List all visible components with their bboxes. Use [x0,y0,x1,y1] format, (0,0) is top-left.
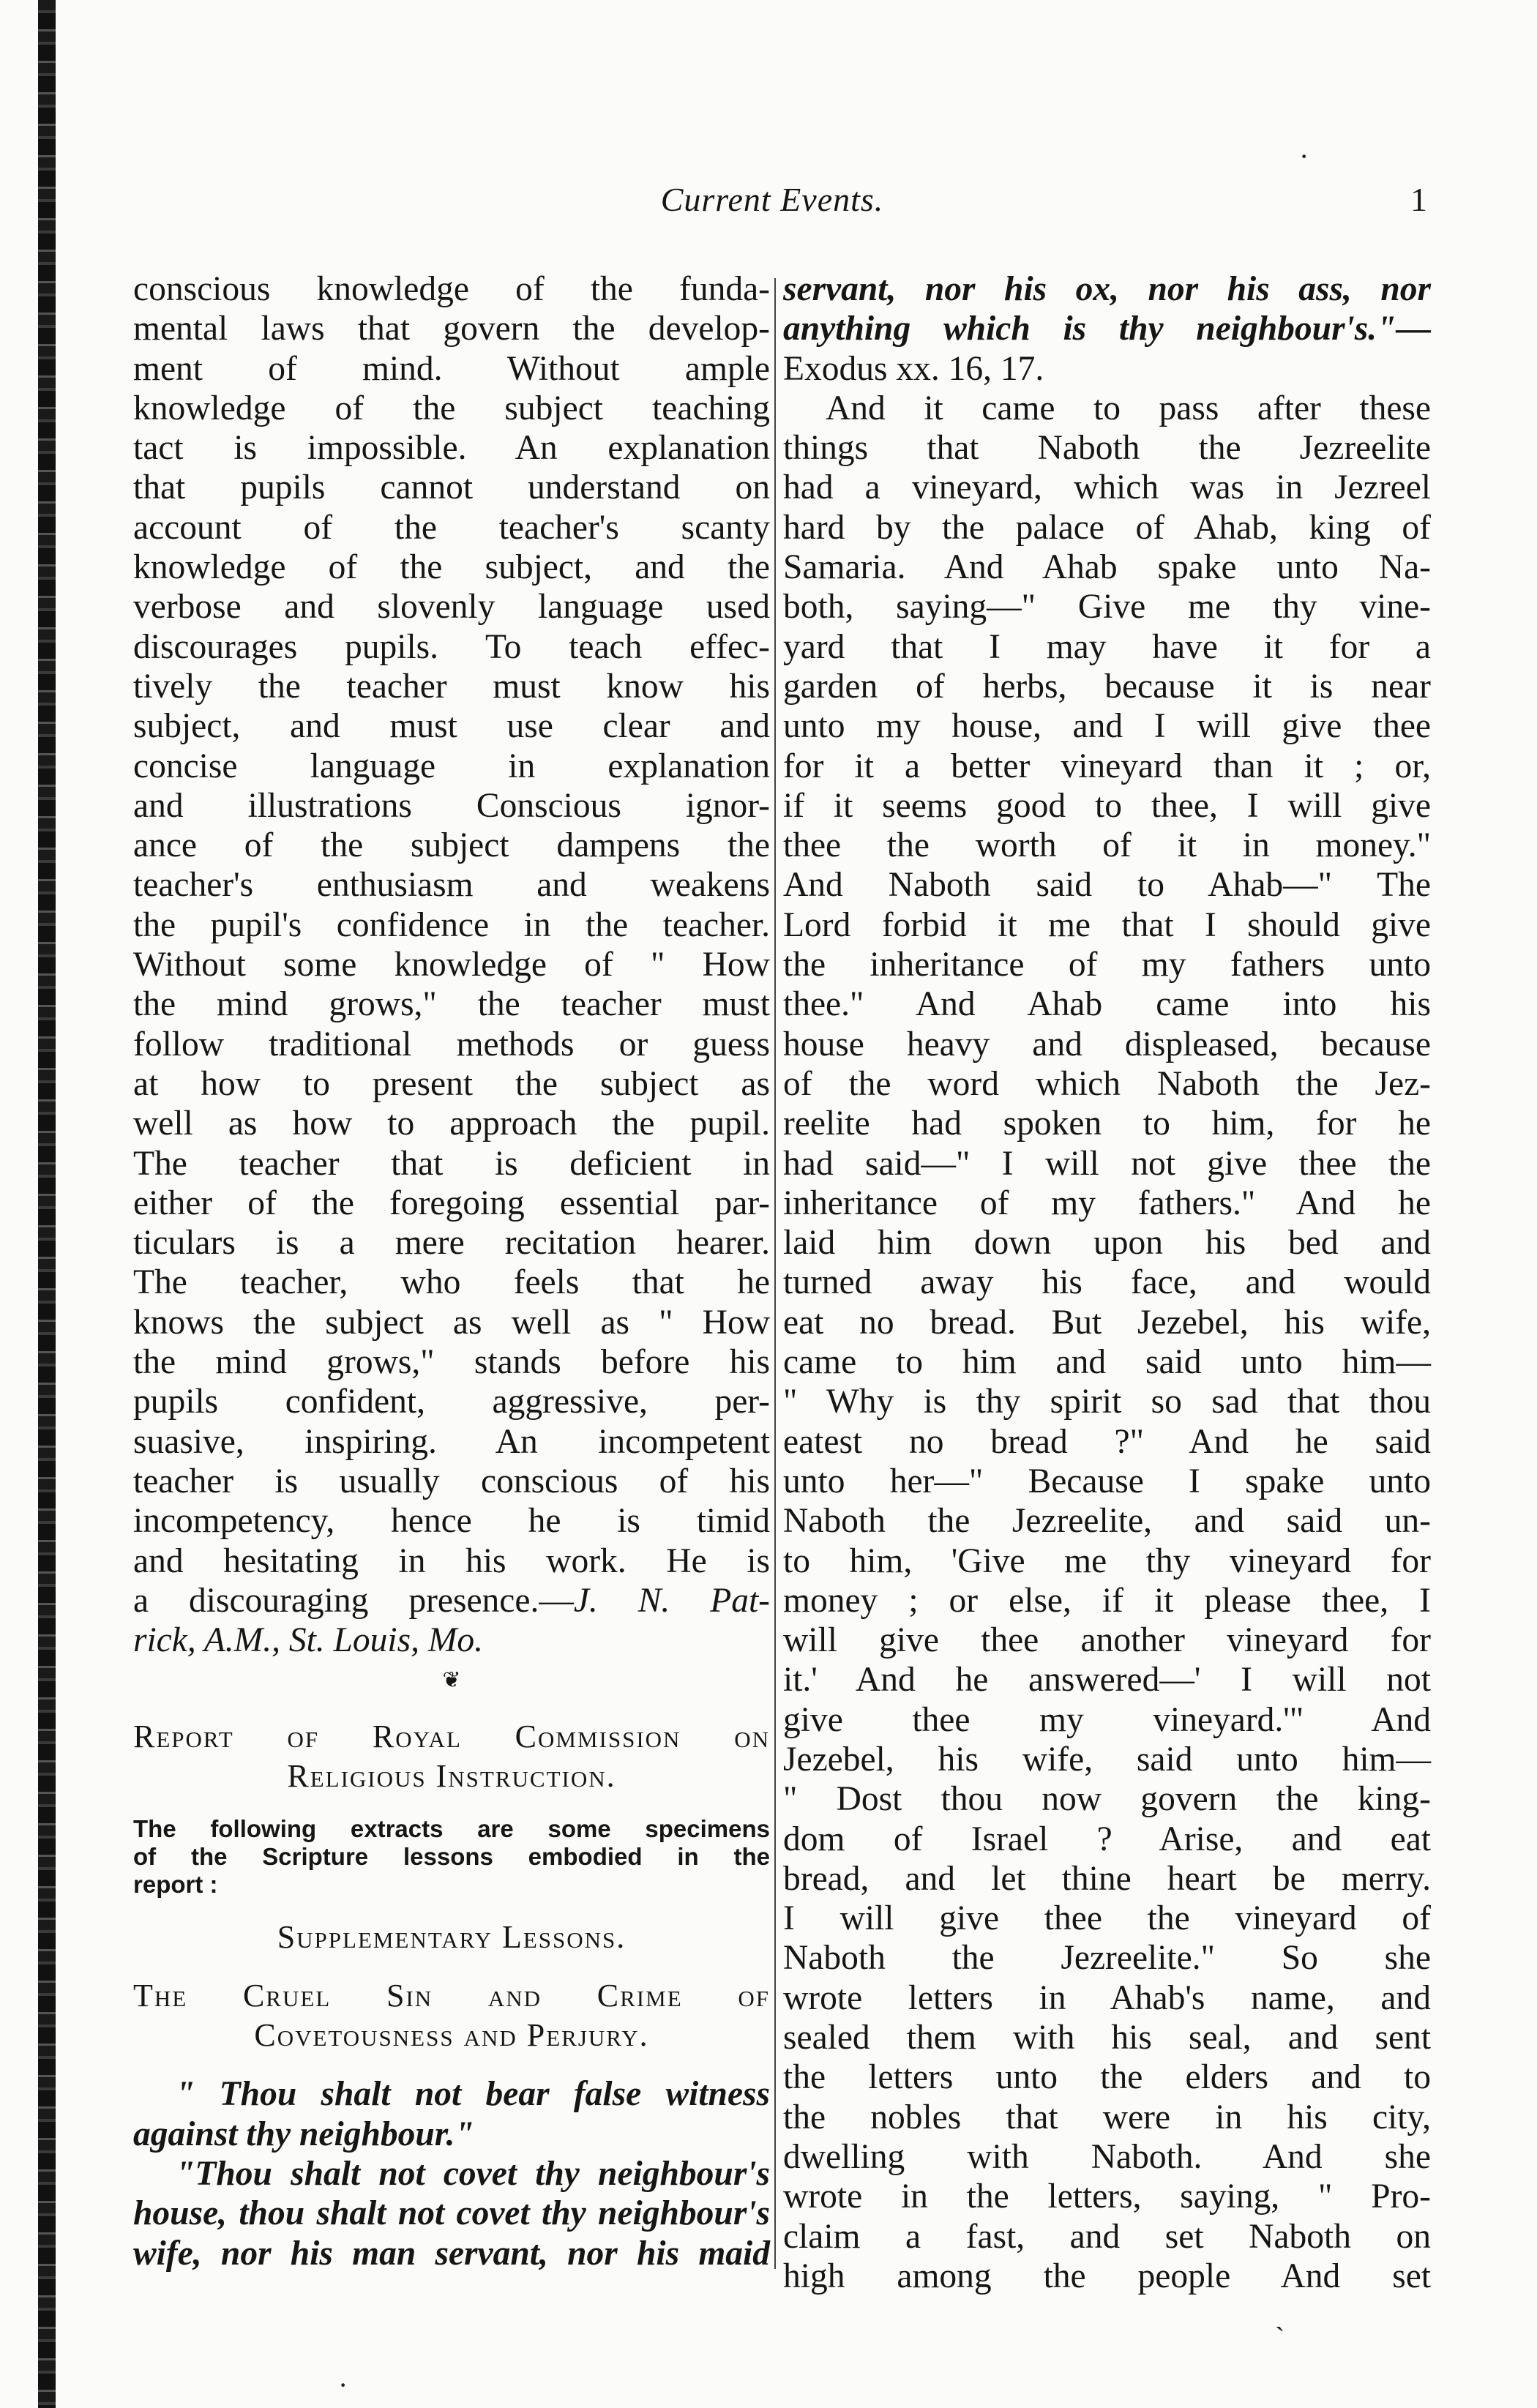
text-line: The teacher that is deficient in [133,1144,770,1183]
text-line: to him, 'Give me thy vineyard for [783,1541,1431,1580]
text-line: reelite had spoken to him, for he [783,1104,1431,1143]
author-credentials: rick, A.M., St. Louis, Mo. [133,1621,484,1660]
signature-text: a discouraging presence.— [133,1581,574,1620]
text-line: the nobles that were in his city, [783,2098,1431,2136]
text-line: knows the subject as well as " How [133,1303,770,1342]
text-line: for it a better vineyard than it ; or, [783,747,1431,785]
text-line: laid him down upon his bed and [783,1224,1431,1263]
text-line: teacher's enthusiasm and weakens [133,866,770,905]
author-signature-line [133,1581,770,1620]
text-line: thee." And Ahab came into his [783,985,1431,1024]
text-line: " Dost thou now govern the king- [783,1780,1431,1819]
text-line: Samaria. And Ahab spake unto Na- [783,548,1431,587]
text-line: mental laws that govern the develop- [133,310,770,348]
text-line: things that Naboth the Jezreelite [783,429,1431,468]
text-line: sealed them with his seal, and sent [783,2019,1431,2057]
text-line: concise language in explanation [133,747,770,785]
text-line: and illustrations Conscious ignor- [133,786,770,825]
text-line: unto her—" Because I spake unto [783,1462,1431,1500]
quote-line: wife, nor his man servant, nor his maid [133,2234,770,2273]
lesson-title [133,1976,770,2055]
text-line: eat no bread. But Jezebel, his wife, [783,1303,1431,1342]
text-line: either of the foregoing essential par- [133,1184,770,1222]
text-line: dwelling with Naboth. And she [783,2137,1431,2176]
text-line: the letters unto the elders and to [783,2058,1431,2097]
quote-line: "Thou shalt not covet thy neighbour's [176,2154,770,2193]
text-line: the mind grows," the teacher must [133,985,770,1024]
extract-note [133,1815,770,1899]
text-line: and hesitating in his work. He is [133,1541,770,1580]
text-line: wrote in the letters, saying, " Pro- [783,2177,1431,2216]
quote-line: anything which is thy neighbour's."— [783,310,1431,348]
section-ornament-icon: ❦ [442,1668,461,1693]
note-line: The following extracts are some specimens [133,1815,770,1843]
text-line: money ; or else, if it please thee, I [783,1581,1431,1620]
text-line: pupils confident, aggressive, per- [133,1383,770,1421]
lesson-title-line: The Cruel Sin and Crime of [133,1978,770,2014]
text-line: subject, and must use clear and [133,707,770,746]
section-title: Supplementary Lessons. [277,1919,627,1956]
text-line: bread, and let thine heart be merry. [783,1859,1431,1898]
text-line: the inheritance of my fathers unto [783,946,1431,984]
text-line: follow traditional methods or guess [133,1025,770,1063]
quote-line: against thy neighbour." [133,2115,474,2153]
article-body [133,269,770,1660]
text-line: Jezebel, his wife, said unto him— [783,1740,1431,1779]
text-line: ticulars is a mere recitation hearer. [133,1224,770,1263]
text-line: claim a fast, and set Naboth on [783,2217,1431,2256]
text-line: of the word which Naboth the Jez- [783,1064,1431,1103]
text-line: And it came to pass after these [826,389,1431,427]
quote-line: servant, nor his ox, nor his ass, nor [783,270,1431,308]
text-line: conscious knowledge of the funda- [133,270,770,308]
text-line: ance of the subject dampens the [133,826,770,865]
text-line: it.' And he answered—' I will not [783,1661,1431,1700]
text-line: well as how to approach the pupil. [133,1104,770,1143]
lesson-title-line: Covetousness and Perjury. [254,2017,649,2054]
text-line: unto my house, and I will give thee [783,707,1431,746]
report-title-line: Report of Royal Commission on [133,1719,770,1755]
text-line: teacher is usually conscious of his [133,1462,770,1500]
column-rule [774,278,776,2269]
text-line: knowledge of the subject teaching [133,389,770,427]
text-line: hard by the palace of Ahab, king of [783,508,1431,547]
text-line: ment of mind. Without ample [133,349,770,388]
text-line: The teacher, who feels that he [133,1263,770,1302]
report-heading [133,1717,770,1796]
note-line: report : [133,1871,218,1899]
text-line: thee the worth of it in money." [783,826,1431,865]
narrative-body [783,389,1431,2296]
scripture-reference: Exodus xx. 16, 17. [783,349,1044,388]
text-line: tively the teacher must know his [133,667,770,706]
page-binding-edge [38,0,56,2408]
text-line: garden of herbs, because it is near [783,667,1431,706]
text-line: both, saying—" Give me thy vine- [783,588,1431,627]
text-line: account of the teacher's scanty [133,508,770,547]
text-line: eatest no bread ?" And he said [783,1422,1431,1461]
text-line: at how to present the subject as [133,1064,770,1103]
text-line: And Naboth said to Ahab—" The [783,866,1431,905]
print-speck: ` [1275,2321,1285,2354]
scripture-quote [133,2074,770,2273]
text-line: had said—" I will not give thee the [783,1144,1431,1183]
text-line: give thee my vineyard.'" And [783,1700,1431,1739]
scripture-quote-continued [783,269,1431,349]
text-line: Without some knowledge of " How [133,946,770,984]
print-speck: · [1299,140,1309,173]
text-line: knowledge of the subject, and the [133,548,770,587]
text-line: the pupil's confidence in the teacher. [133,905,770,944]
quote-line: " Thou shalt not bear false witness [176,2075,770,2114]
report-title-line: Religious Instruction. [287,1758,616,1795]
text-line: Lord forbid it me that I should give [783,905,1431,944]
text-line: Naboth the Jezreelite, and said un- [783,1502,1431,1541]
text-line: I will give thee the vineyard of [783,1899,1431,1938]
text-line: dom of Israel ? Arise, and eat [783,1820,1431,1858]
text-line: will give thee another vineyard for [783,1621,1431,1660]
text-line: discourages pupils. To teach effec- [133,627,770,666]
text-line: had a vineyard, which was in Jezreel [783,468,1431,507]
text-line: tact is impossible. An explanation [133,429,770,468]
text-line: yard that I may have it for a [783,627,1431,666]
quote-line: house, thou shalt not covet thy neighbour's [133,2194,770,2233]
text-line: the mind grows," stands before his [133,1343,770,1382]
right-column [783,269,1431,2296]
text-line: high among the people And set [783,2256,1431,2295]
text-line: " Why is thy spirit so sad that thou [783,1383,1431,1421]
left-column [133,269,770,2273]
text-line: if it seems good to thee, I will give [783,786,1431,825]
text-line: wrote letters in Ahab's name, and [783,1978,1431,2017]
text-line: Naboth the Jezreelite." So she [783,1939,1431,1978]
print-speck: · [338,2368,348,2401]
text-line: turned away his face, and would [783,1263,1431,1302]
text-line: suasive, inspiring. An incompetent [133,1422,770,1461]
page-header [117,174,1427,225]
running-title: Current Events. [660,181,884,218]
text-line: came to him and said unto him— [783,1343,1431,1382]
text-line: that pupils cannot understand on [133,468,770,507]
note-line: of the Scripture lessons embodied in the [133,1843,770,1871]
page-number: 1 [1410,181,1427,218]
text-line: incompetency, hence he is timid [133,1502,770,1541]
text-line: verbose and slovenly language used [133,588,770,627]
text-line: house heavy and displeased, because [783,1025,1431,1063]
author-name: J. N. Pat- [573,1581,770,1620]
text-line: inheritance of my fathers." And he [783,1184,1431,1222]
